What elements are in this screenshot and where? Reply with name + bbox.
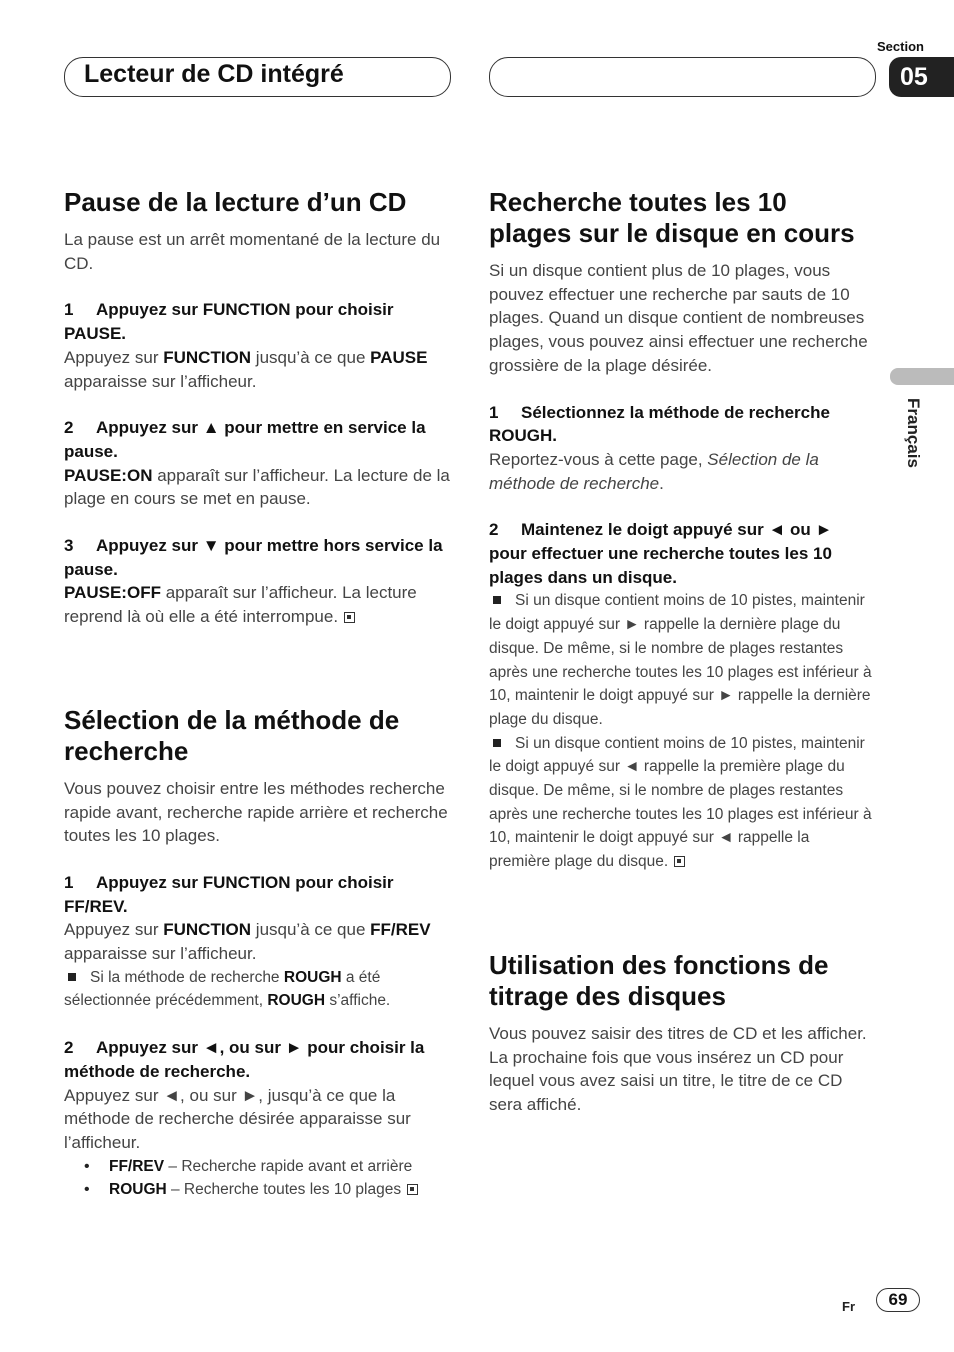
note-square-icon	[493, 739, 501, 747]
end-mark-icon	[407, 1184, 418, 1195]
note-square-icon	[68, 973, 76, 981]
pause-step-3-body: PAUSE:OFF apparaît sur l’afficheur. La lecture reprend là où elle a été interrompue.	[64, 583, 417, 627]
bullet-rough: • ROUGH – Recherche toutes les 10 plages	[64, 1178, 456, 1202]
rough-note-1: Si un disque contient moins de 10 pistes, maintenir le doigt appuyé sur ► rappelle la dernière plage du disque. De même, si le nombre de plages restantes après une recherche toutes les 10 plages est inférieur à 10, maintenir le doigt appuyé sur ► rappelle la dernière plage du disque.	[489, 592, 872, 728]
rough-intro: Si un disque contient plus de 10 plages, vous pouvez effectuer une recherche par sauts de 10 plages. Quand un disque contient de nombreuses plages, vous pouvez ainsi effectuer une recherche grossière de la plage désirée.	[489, 261, 868, 375]
pause-intro: La pause est un arrêt momentané de la lecture du CD.	[64, 230, 441, 273]
pause-step-1-body: Appuyez sur FUNCTION jusqu’à ce que PAUSE apparaisse sur l’afficheur.	[64, 347, 428, 391]
note-square-icon	[493, 596, 501, 604]
titling-intro: Vous pouvez saisir des titres de CD et les afficher. La prochaine fois que vous insérez un CD pour lequel vous avez saisi un titre, le titre de ce CD sera affiché.	[489, 1023, 867, 1114]
selection-note: Si la méthode de recherche ROUGH a été sélectionnée précédemment, ROUGH s’affiche.	[64, 968, 391, 1010]
pause-step-1: 1 Appuyez sur FUNCTION pour choisir PAUSE.	[64, 300, 394, 344]
selection-intro: Vous pouvez choisir entre les méthodes recherche rapide avant, recherche rapide arrière et recherche toutes les 10 plages.	[64, 778, 448, 846]
rough-step-1-body: Reportez-vous à cette page, Sélection de la méthode de recherche.	[489, 449, 819, 493]
rough-note-2: Si un disque contient moins de 10 pistes, maintenir le doigt appuyé sur ◄ rappelle la première plage du disque. De même, si le nombre de plages restantes après une recherche toutes les 10 plages est inférieur à 10, maintenir le doigt appuyé sur ◄ rappelle la première plage du disque.	[489, 734, 872, 871]
section-label: Section	[877, 39, 924, 54]
pause-step-2-body: PAUSE:ON apparaît sur l’afficheur. La lecture de la plage en cours se met en pause.	[64, 465, 450, 509]
section-number-badge: 05	[889, 57, 954, 97]
pause-step-3: 3 Appuyez sur ▼ pour mettre hors service la pause.	[64, 536, 443, 579]
end-mark-icon	[674, 856, 685, 867]
right-column	[489, 187, 874, 1117]
bullet-ffrev: • FF/REV – Recherche rapide avant et arrière	[64, 1155, 456, 1179]
rough-step-2: 2 Maintenez le doigt appuyé sur ◄ ou ► pour effectuer une recherche toutes les 10 plages dans un disque.	[489, 520, 833, 587]
chapter-title: Lecteur de CD intégré	[84, 60, 344, 88]
left-column	[64, 187, 456, 1202]
selection-step-2: 2 Appuyez sur ◄, ou sur ► pour choisir la méthode de recherche.	[64, 1038, 425, 1081]
end-mark-icon	[344, 612, 355, 623]
footer-language: Fr	[842, 1299, 855, 1314]
page-number: 69	[876, 1288, 920, 1312]
titling-heading: Utilisation des fonctions de titrage des disques	[489, 949, 829, 1011]
pause-heading: Pause de la lecture d’un CD	[64, 187, 407, 217]
header-pill-right	[489, 57, 876, 97]
selection-step-2-body: Appuyez sur ◄, ou sur ►, jusqu’à ce que la méthode de recherche désirée apparaisse sur l’afficheur.	[64, 1085, 411, 1152]
selection-step-1-body: Appuyez sur FUNCTION jusqu’à ce que FF/REV apparaisse sur l’afficheur.	[64, 920, 431, 964]
rough-step-1: 1 Sélectionnez la méthode de recherche ROUGH.	[489, 402, 830, 446]
selection-step-1: 1 Appuyez sur FUNCTION pour choisir FF/REV.	[64, 872, 394, 916]
rough-heading: Recherche toutes les 10 plages sur le disque en cours	[489, 187, 855, 248]
language-label: Français	[904, 398, 923, 468]
language-tab-bar	[890, 368, 954, 385]
pause-step-2: 2 Appuyez sur ▲ pour mettre en service la pause.	[64, 418, 426, 461]
selection-heading: Sélection de la méthode de recherche	[64, 704, 400, 766]
